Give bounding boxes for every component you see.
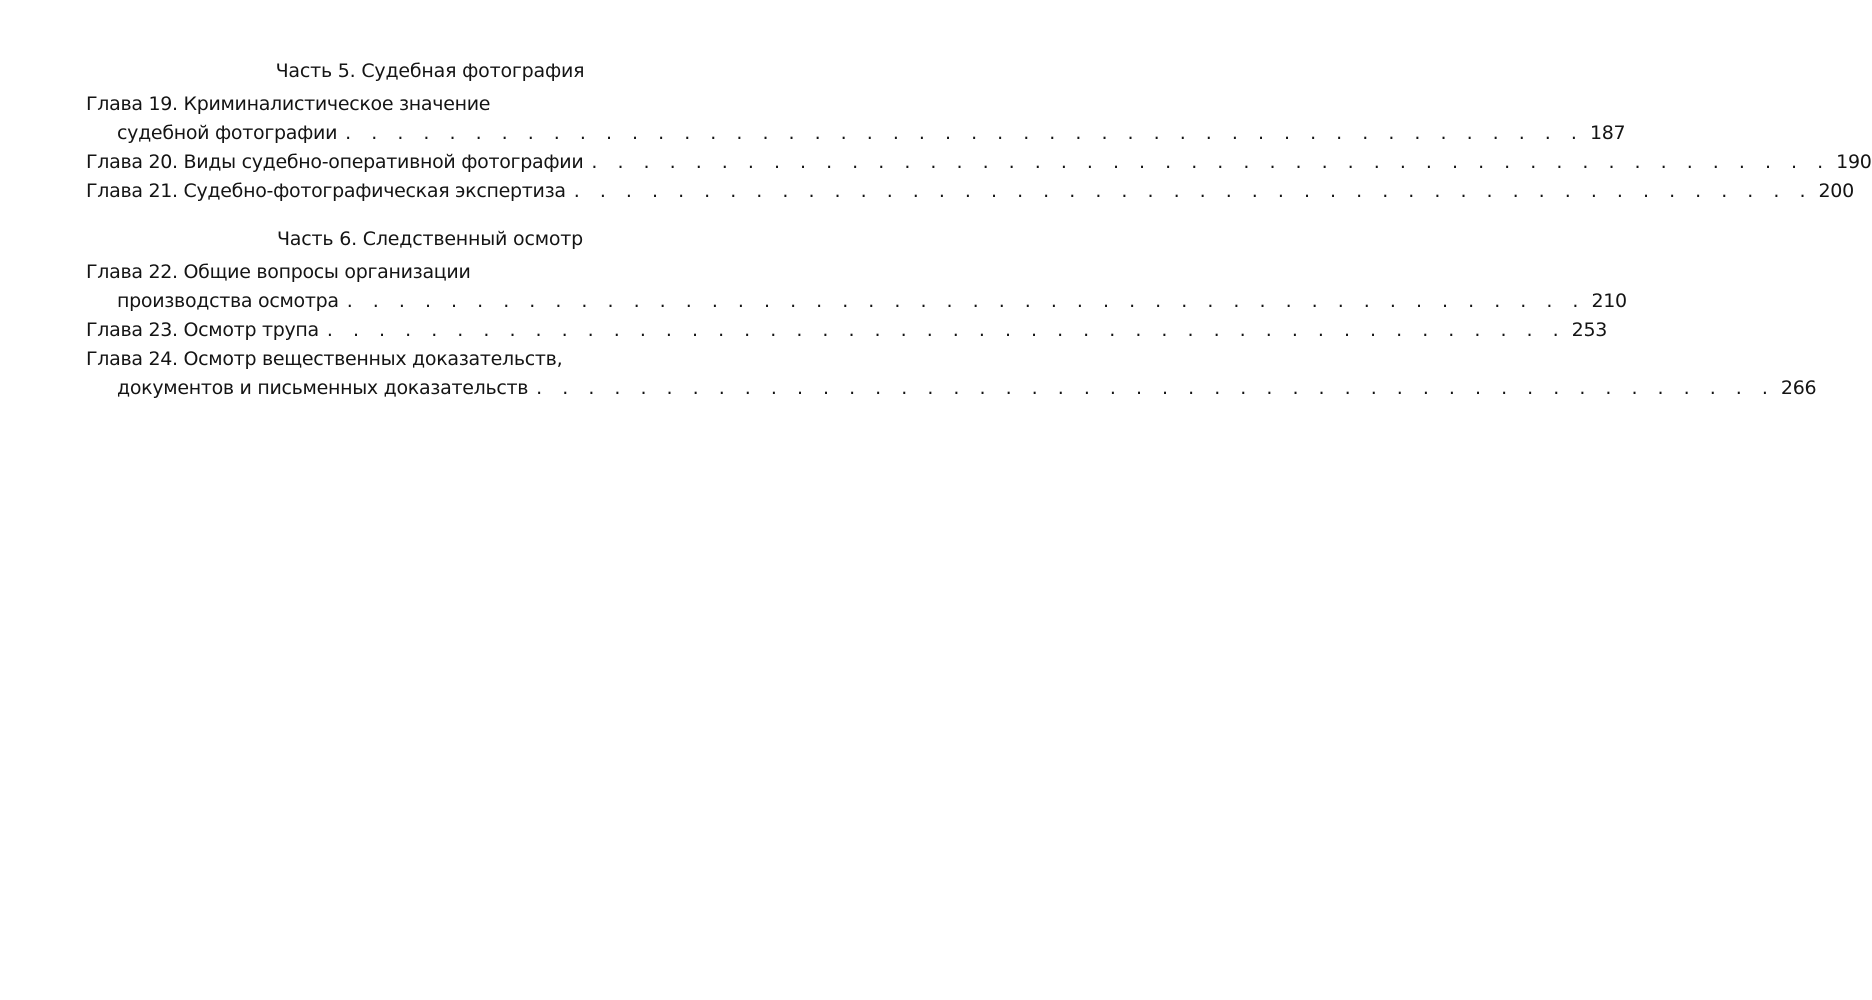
page-number: 210 (1591, 290, 1627, 312)
entry-title-line: Глава 22. Общие вопросы организации (86, 261, 471, 283)
dot-leader: . . . . . . . . . . . . . . . . . . . . . . . . . . . . . . . . . . . . . . . . . . . . . . . . (345, 122, 1584, 144)
entry-title-line: производства осмотра (117, 290, 339, 312)
dot-leader: . . . . . . . . . . . . . . . . . . . . . . . . . . . . . . . . . . . . . . . . . . . . . . . . (536, 377, 1775, 399)
page-number: 190 (1836, 151, 1872, 173)
entry-title-line: Глава 19. Криминалистическое значение (86, 93, 491, 115)
dot-leader: . . . . . . . . . . . . . . . . . . . . . . . . . . . . . . . . . . . . . . . . . . . . . . . . (591, 151, 1831, 173)
toc-entry-chapter-19[interactable] (86, 90, 1626, 148)
toc-entry-chapter-20[interactable] (86, 148, 1872, 177)
page-number: 253 (1571, 319, 1608, 341)
dot-leader: . . . . . . . . . . . . . . . . . . . . . . . . . . . . . . . . . . . . . . . . . . . . . . . . (346, 290, 1586, 312)
entry-title-line: Глава 24. Осмотр вещественных доказательств, (86, 348, 563, 370)
toc-entry-chapter-21[interactable] (86, 177, 1854, 206)
page-number: 266 (1780, 377, 1817, 399)
entry-title-line: судебной фотографии (117, 122, 338, 144)
entry-title-line: Глава 21. Судебно-фотографическая экспертиза (86, 180, 566, 202)
dot-leader: . . . . . . . . . . . . . . . . . . . . . . . . . . . . . . . . . . . . . . . . . . . . . . . . (573, 180, 1813, 202)
page-number: 200 (1818, 180, 1854, 202)
page-number: 187 (1589, 122, 1626, 144)
toc-entry-chapter-24[interactable] (86, 345, 1817, 403)
part-title: Часть 5. Судебная фотография (275, 60, 585, 82)
dot-leader: . . . . . . . . . . . . . . . . . . . . . . . . . . . . . . . . . . . . . . . . . . . . . . . . (326, 319, 1566, 341)
toc-entry-chapter-23[interactable] (86, 316, 1608, 345)
part-title: Часть 6. Следственный осмотр (276, 228, 584, 250)
entry-title-line: Глава 23. Осмотр трупа (86, 319, 319, 341)
entry-title-line: Глава 20. Виды судебно-оперативной фотографии (86, 151, 584, 173)
table-of-contents (86, 56, 1872, 403)
toc-entry-chapter-22[interactable] (86, 258, 1627, 316)
entry-title-line: документов и письменных доказательств (117, 377, 529, 399)
